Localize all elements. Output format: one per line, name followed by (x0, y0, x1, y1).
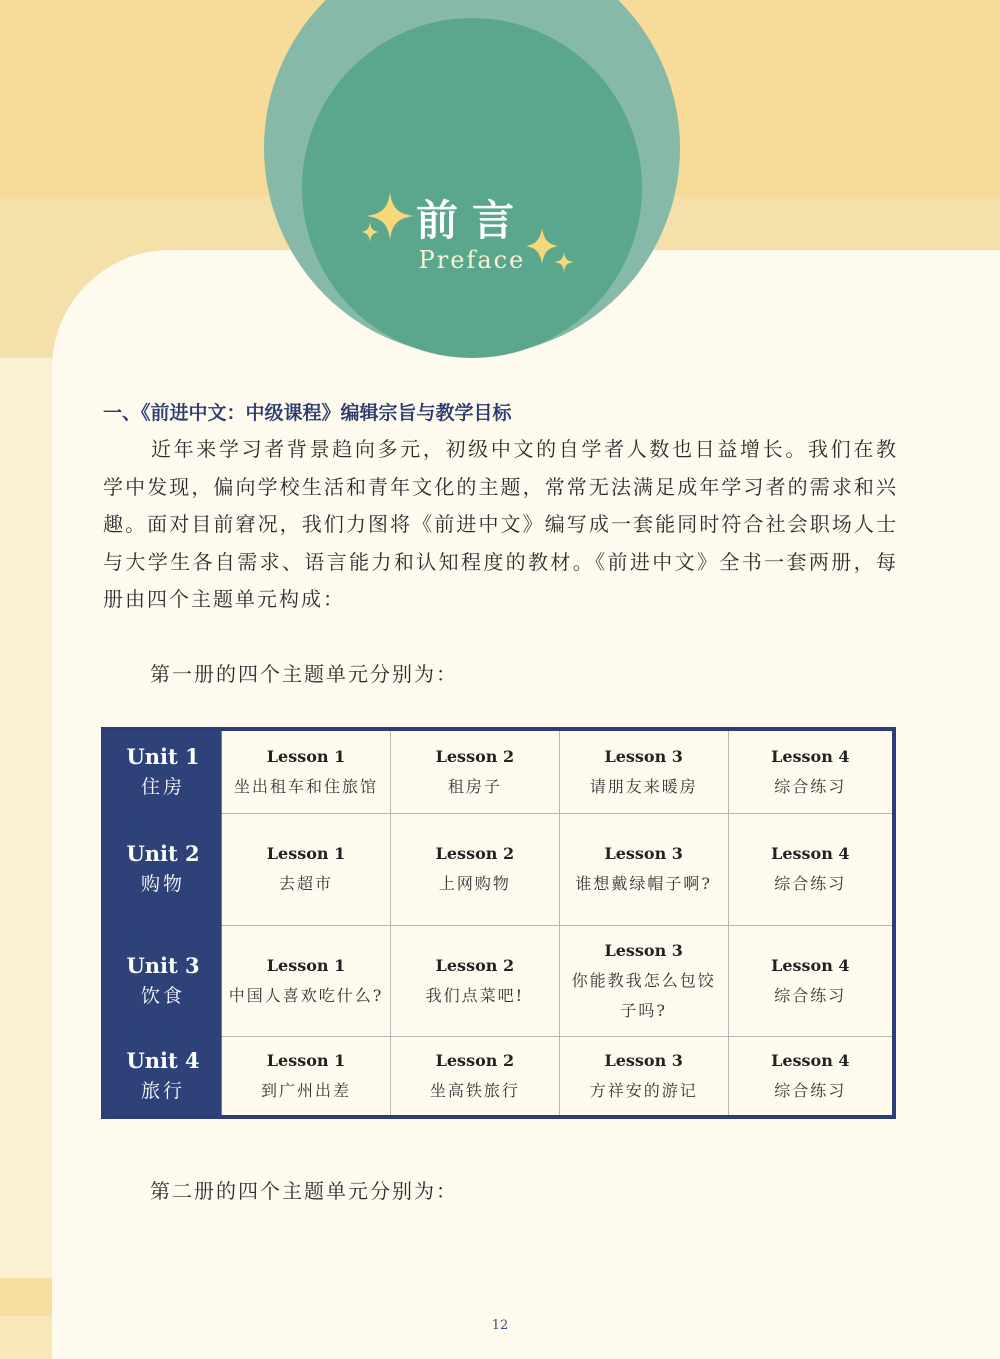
lesson-name: Lesson 2 (435, 747, 515, 767)
lesson-cell (728, 925, 894, 1036)
table-row (103, 1036, 894, 1117)
lesson-cell (559, 729, 728, 814)
lesson-title: 坐高铁旅行 (429, 1080, 520, 1100)
lesson-title: 坐出租车和住旅馆 (234, 777, 379, 797)
volume2-label: 第二册的四个主题单元分别为： (150, 1179, 458, 1203)
lesson-cell (222, 814, 391, 925)
lesson-cell (390, 814, 559, 925)
lesson-title: 综合练习 (774, 985, 847, 1005)
lesson-title: 去超市 (279, 874, 334, 894)
lesson-cell (390, 1036, 559, 1117)
unit-name: Unit 1 (126, 744, 200, 770)
lesson-name: Lesson 4 (771, 955, 850, 975)
table-row (103, 814, 894, 925)
lesson-cell (728, 1036, 894, 1117)
table-row (103, 925, 894, 1036)
lesson-cell (222, 1036, 391, 1117)
lesson-title: 谁想戴绿帽子啊? (575, 874, 712, 894)
page-title: 前言 (415, 196, 528, 245)
lesson-title: 到广州出差 (261, 1080, 352, 1100)
page-number: 12 (491, 1318, 509, 1333)
lesson-title: 综合练习 (774, 874, 847, 894)
unit-cell (103, 925, 222, 1036)
lesson-cell (559, 925, 728, 1036)
lesson-name: Lesson 2 (435, 955, 515, 975)
lesson-name: Lesson 3 (604, 1050, 683, 1070)
unit-name: Unit 4 (126, 1047, 200, 1073)
lesson-name: Lesson 3 (604, 844, 683, 864)
lesson-title: 综合练习 (774, 1080, 847, 1100)
lesson-cell (390, 729, 559, 814)
left-margin-strip-bottom-2 (0, 1316, 52, 1359)
lesson-title: 我们点菜吧! (425, 985, 525, 1005)
lesson-title: 方祥安的游记 (589, 1080, 698, 1100)
left-margin-strip-bottom (0, 1278, 52, 1316)
intro-paragraph: 近年来学习者背景趋向多元，初级中文的自学者人数也日益增长。我们在教学中发现，偏向学校生活和青年文化的主题，常常无法满足成年学习者的需求和兴趣。面对目前窘况，我们力图将《前进中文》编写成一套能同时符合社会职场人士与大学生各自需求、语言能力和认知程度的教材。《前进中文》全书一套两册，每册由四个主题单元构成： (103, 437, 898, 611)
lesson-name: Lesson 3 (604, 747, 683, 767)
unit-cell (103, 729, 222, 814)
lesson-name: Lesson 1 (266, 955, 346, 975)
lesson-name: Lesson 1 (266, 844, 346, 864)
unit-cell (103, 1036, 222, 1117)
section-heading: 一、《前进中文：中级课程》编辑宗旨与教学目标 (103, 402, 512, 424)
unit-topic: 购物 (141, 873, 186, 896)
lesson-title: 你能教我怎么包饺子吗? (571, 970, 716, 1020)
lesson-cell (728, 814, 894, 925)
lesson-name: Lesson 4 (771, 747, 850, 767)
lesson-cell (559, 814, 728, 925)
unit-name: Unit 3 (126, 952, 200, 978)
lesson-name: Lesson 2 (435, 844, 515, 864)
lesson-name: Lesson 4 (771, 1050, 850, 1070)
units-table (101, 727, 896, 1119)
lesson-title: 综合练习 (774, 777, 847, 797)
page-subtitle: Preface (418, 246, 526, 274)
lesson-name: Lesson 1 (266, 747, 346, 767)
lesson-cell (728, 729, 894, 814)
unit-topic: 住房 (141, 776, 186, 799)
lesson-name: Lesson 4 (771, 844, 850, 864)
lesson-cell (222, 729, 391, 814)
left-margin-strip (0, 358, 52, 1359)
unit-topic: 旅行 (141, 1079, 186, 1102)
lesson-name: Lesson 1 (266, 1050, 346, 1070)
lesson-cell (559, 1036, 728, 1117)
lesson-name: Lesson 2 (435, 1050, 515, 1070)
volume1-label: 第一册的四个主题单元分别为： (150, 662, 458, 686)
unit-name: Unit 2 (126, 841, 200, 867)
lesson-title: 上网购物 (438, 874, 511, 894)
table-row (103, 729, 894, 814)
lesson-name: Lesson 3 (604, 940, 683, 960)
unit-topic: 饮食 (141, 984, 186, 1007)
lesson-cell (390, 925, 559, 1036)
lesson-title: 租房子 (447, 777, 502, 797)
lesson-cell (222, 925, 391, 1036)
unit-cell (103, 814, 222, 925)
lesson-title: 请朋友来暖房 (589, 777, 698, 797)
lesson-title: 中国人喜欢吃什么? (228, 985, 384, 1005)
